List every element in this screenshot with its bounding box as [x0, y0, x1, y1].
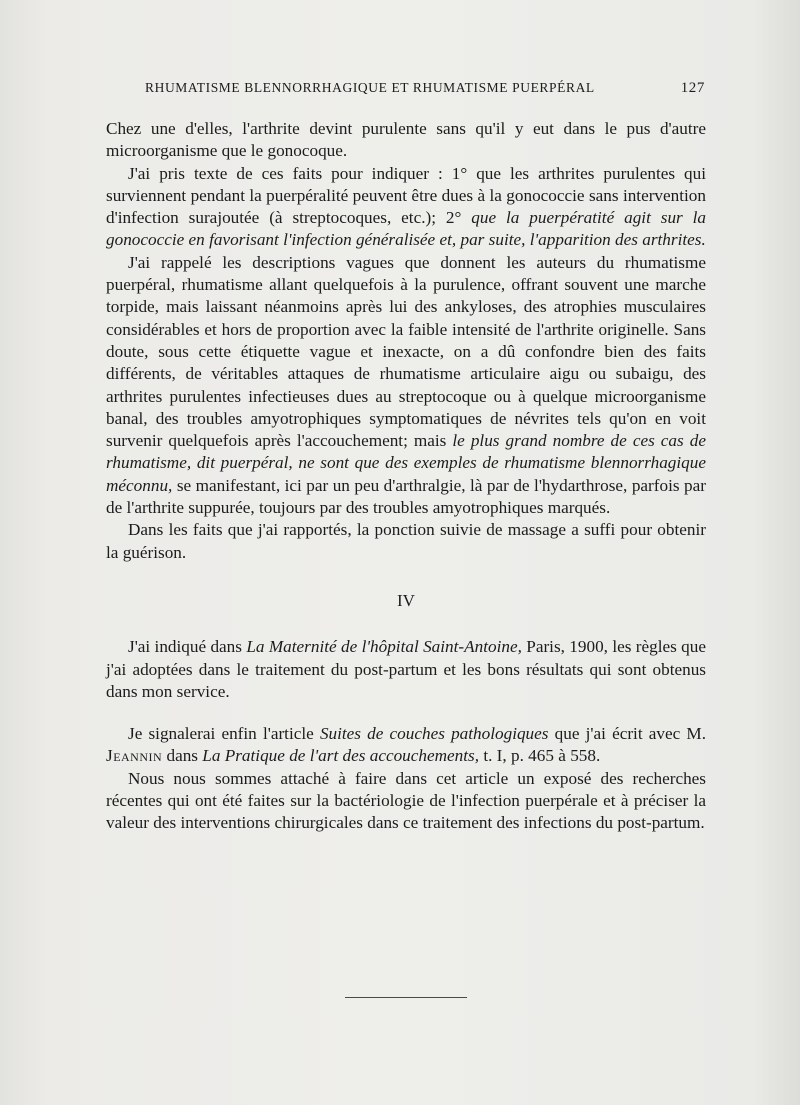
paragraph-6-italic-book: La Pratique de l'art des accouchements,	[202, 746, 480, 766]
paragraph-1	[106, 118, 706, 163]
running-head-title: RHUMATISME BLENNORRHAGIQUE ET RHUMATISME PUERPÉRAL	[145, 80, 595, 95]
paragraph-1-text: Chez une d'elles, l'arthrite devint purulente sans qu'il y eut dans le pus d'autre microorganisme que le gonocoque.	[106, 119, 706, 161]
paragraph-5-text-end: Paris, 1900, les règles que j'ai adoptées dans le traitement du post-partum et les bons résultats qui sont obtenus dans mon service.	[106, 637, 707, 701]
closing-rule	[345, 997, 467, 998]
paragraph-7	[106, 768, 706, 835]
paragraph-3	[106, 252, 706, 520]
paragraph-3-text-end: se manifestant, ici par un peu d'arthralgie, là par de l'hydarthrose, parfois par de l'arthrite suppurée, toujours par des troubles amyotrophiques marqués.	[106, 475, 706, 518]
paragraph-5-text: J'ai indiqué dans	[128, 637, 247, 657]
paragraph-6-text-end: t. I, p. 465 à 558.	[479, 746, 601, 766]
paragraph-6	[106, 723, 706, 768]
paragraph-5-italic: La Maternité de l'hôpital Saint-Antoine,	[246, 637, 522, 657]
paragraph-4-text: Dans les faits que j'ai rapportés, la ponction suivie de massage a suffi pour obtenir la guérison.	[106, 520, 706, 562]
paragraph-6-author: Jeannin	[106, 746, 163, 766]
paragraph-4	[106, 519, 706, 564]
paragraph-6-text: Je signalerai enfin l'article	[128, 724, 320, 744]
paragraph-6-text-dans: dans	[162, 746, 203, 766]
page-number: 127	[680, 80, 705, 96]
paragraph-6-italic-article: Suites de couches pathologiques	[319, 724, 549, 744]
paragraph-3-text: J'ai rappelé les descriptions vagues que donnent les auteurs du rhumatisme puerpéral, rhumatisme allant quelquefois à la purulence, offrant souvent une marche torpide, mais laissant néanmoins après lui des ankyloses, des atrophies musculaires considérables et hors de proportion avec la faible intensité de l'arthrite originelle. Sans doute, sous cette étiquette vague et inexacte, on a dû confondre bien des faits différents, de véritables attaques de rhumatisme articulaire aigu ou subaigu, des arthrites purulentes infectieuses dues au streptocoque ou à quelque microorganisme banal, des troubles amyotrophiques symptomatiques de névrites tels qu'on en voit survenir quelquefois après l'accouchement; mais	[106, 252, 706, 451]
paragraph-5	[106, 636, 706, 703]
paragraph-7-text: Nous nous sommes attaché à faire dans cet article un exposé des recherches récentes qui ont été faites sur la bactériologie de l'infection puerpérale et à préciser la valeur des interventions chirurgicales dans ce traitement des infections du post-partum.	[106, 768, 706, 833]
body-text	[106, 118, 706, 835]
section-heading: IV	[397, 590, 415, 610]
paragraph-2	[106, 163, 706, 252]
paragraph-6-text-mid: que j'ai écrit avec M.	[548, 724, 706, 744]
paragraph-2-text: J'ai pris texte de ces faits pour indiquer : 1° que les arthrites purulentes qui surviennent pendant la puerpéralité peuvent être dues à la gonococcie sans intervention d'infection surajoutée (à streptocoques, etc.); 2°	[106, 163, 706, 228]
paragraph-3-italic: le plus grand nombre de ces cas de rhumatisme, dit puerpéral, ne sont que des exemples de rhumatisme blennorrhagique méconnu,	[106, 431, 706, 495]
paragraph-2-italic: que la puerpératité agit sur la gonococcie en favorisant l'infection généralisée et, par suite, l'apparition des arthrites.	[106, 208, 706, 250]
